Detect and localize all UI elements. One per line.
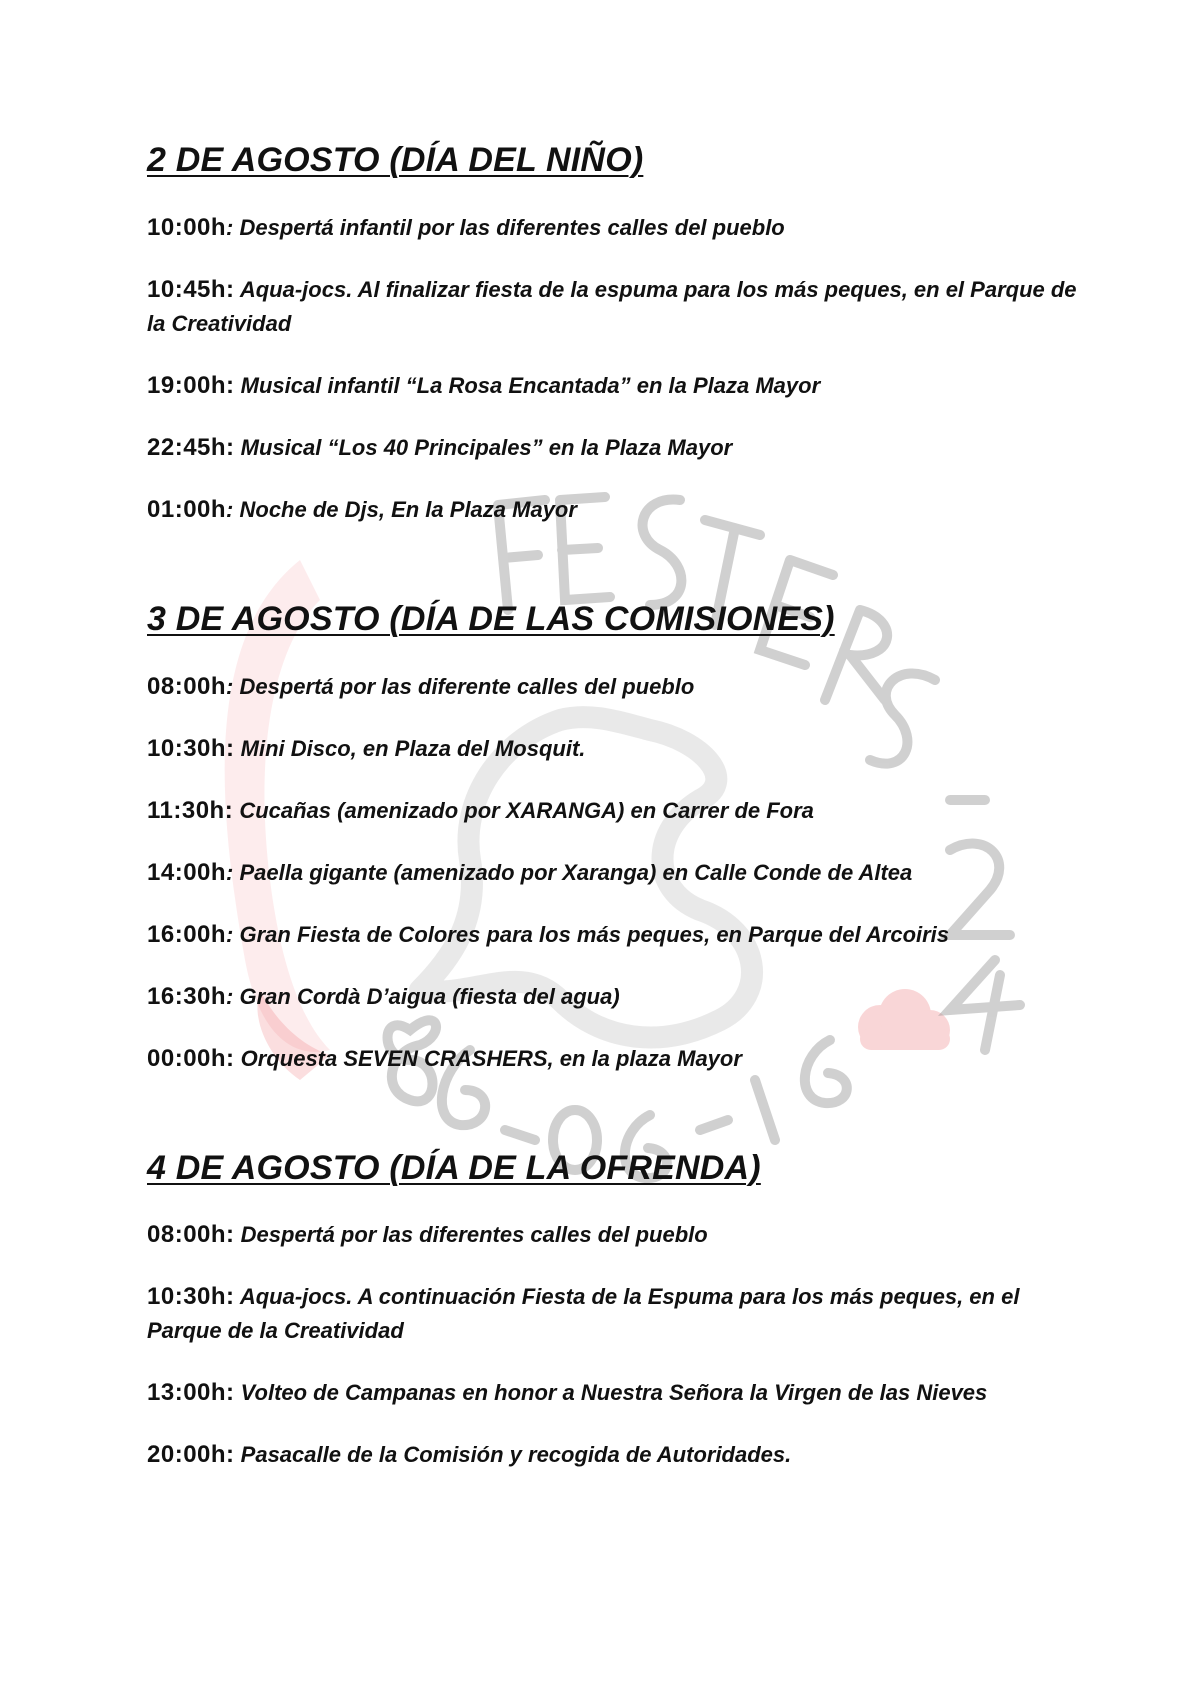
event-description: Cucañas (amenizado por XARANGA) en Carrer de Fora	[233, 797, 814, 823]
event-item	[147, 1280, 1087, 1348]
event-time: 20:00h:	[147, 1441, 235, 1469]
event-item	[147, 980, 1087, 1014]
event-item	[147, 369, 1087, 403]
event-item	[147, 1376, 1087, 1410]
event-description: Musical infantil “La Rosa Encantada” en la Plaza Mayor	[234, 372, 821, 398]
event-description: Mini Disco, en Plaza del Mosquit.	[234, 735, 586, 761]
event-description: Despertá infantil por las diferentes calles del pueblo	[233, 214, 785, 240]
event-description: Aqua-jocs. A continuación Fiesta de la Espuma para los más peques, en el Parque de la Creatividad	[147, 1284, 1020, 1344]
event-time: 10:30h:	[147, 734, 235, 762]
event-item	[147, 211, 1087, 245]
event-time: 08:00h	[147, 672, 227, 700]
event-item	[147, 1438, 1087, 1472]
event-description: Volteo de Campanas en honor a Nuestra Señora la Virgen de las Nieves	[234, 1380, 988, 1406]
event-separator: :	[226, 859, 234, 885]
event-item	[147, 1218, 1087, 1252]
day-section-4-agosto	[147, 1148, 1087, 1473]
day-section-3-agosto	[147, 599, 1087, 1076]
event-description: Orquesta SEVEN CRASHERS, en la plaza Mayor	[234, 1045, 742, 1071]
event-item	[147, 856, 1087, 890]
event-time: 10:45h:	[147, 275, 235, 303]
event-item	[147, 794, 1087, 828]
event-item	[147, 732, 1087, 766]
event-separator: :	[226, 214, 234, 240]
day-heading: 2 DE AGOSTO (DÍA DEL NIÑO)	[147, 141, 644, 179]
event-item	[147, 670, 1087, 704]
event-description: Paella gigante (amenizado por Xaranga) en Calle Conde de Altea	[233, 859, 913, 885]
event-separator: :	[226, 496, 234, 522]
event-description: Gran Fiesta de Colores para los más peques, en Parque del Arcoiris	[233, 921, 950, 947]
day-heading: 4 DE AGOSTO (DÍA DE LA OFRENDA)	[147, 1148, 761, 1187]
event-item	[147, 918, 1087, 952]
event-time: 22:45h:	[147, 433, 235, 461]
event-item	[147, 431, 1087, 465]
event-time: 11:30h:	[147, 796, 234, 824]
event-separator: :	[226, 983, 234, 1009]
event-time: 16:30h	[147, 982, 227, 1010]
event-description: Despertá por las diferente calles del pueblo	[233, 673, 695, 699]
event-item	[147, 493, 1087, 527]
event-time: 10:30h:	[147, 1283, 235, 1311]
event-time: 01:00h	[147, 495, 227, 523]
event-item	[147, 273, 1087, 341]
event-description: Aqua-jocs. Al finalizar fiesta de la espuma para los más peques, en el Parque de la Creatividad	[147, 276, 1077, 336]
event-description: Noche de Djs, En la Plaza Mayor	[233, 496, 577, 522]
day-heading: 3 DE AGOSTO (DÍA DE LAS COMISIONES)	[147, 599, 835, 638]
event-time: 14:00h	[147, 858, 227, 886]
event-time: 13:00h:	[147, 1379, 235, 1407]
event-separator: :	[226, 673, 234, 699]
event-description: Pasacalle de la Comisión y recogida de Autoridades.	[234, 1442, 792, 1468]
event-item	[147, 1042, 1087, 1076]
event-time: 00:00h:	[147, 1044, 235, 1072]
day-section-2-agosto	[147, 140, 1087, 527]
event-description: Gran Cordà D’aigua (fiesta del agua)	[233, 983, 620, 1009]
event-separator: :	[226, 921, 234, 947]
event-time: 19:00h:	[147, 371, 235, 399]
event-time: 08:00h:	[147, 1221, 235, 1249]
schedule-document	[147, 140, 1087, 1500]
event-time: 16:00h	[147, 920, 227, 948]
event-time: 10:00h	[147, 213, 227, 241]
event-description: Despertá por las diferentes calles del pueblo	[234, 1222, 708, 1248]
event-description: Musical “Los 40 Principales” en la Plaza Mayor	[234, 434, 733, 460]
